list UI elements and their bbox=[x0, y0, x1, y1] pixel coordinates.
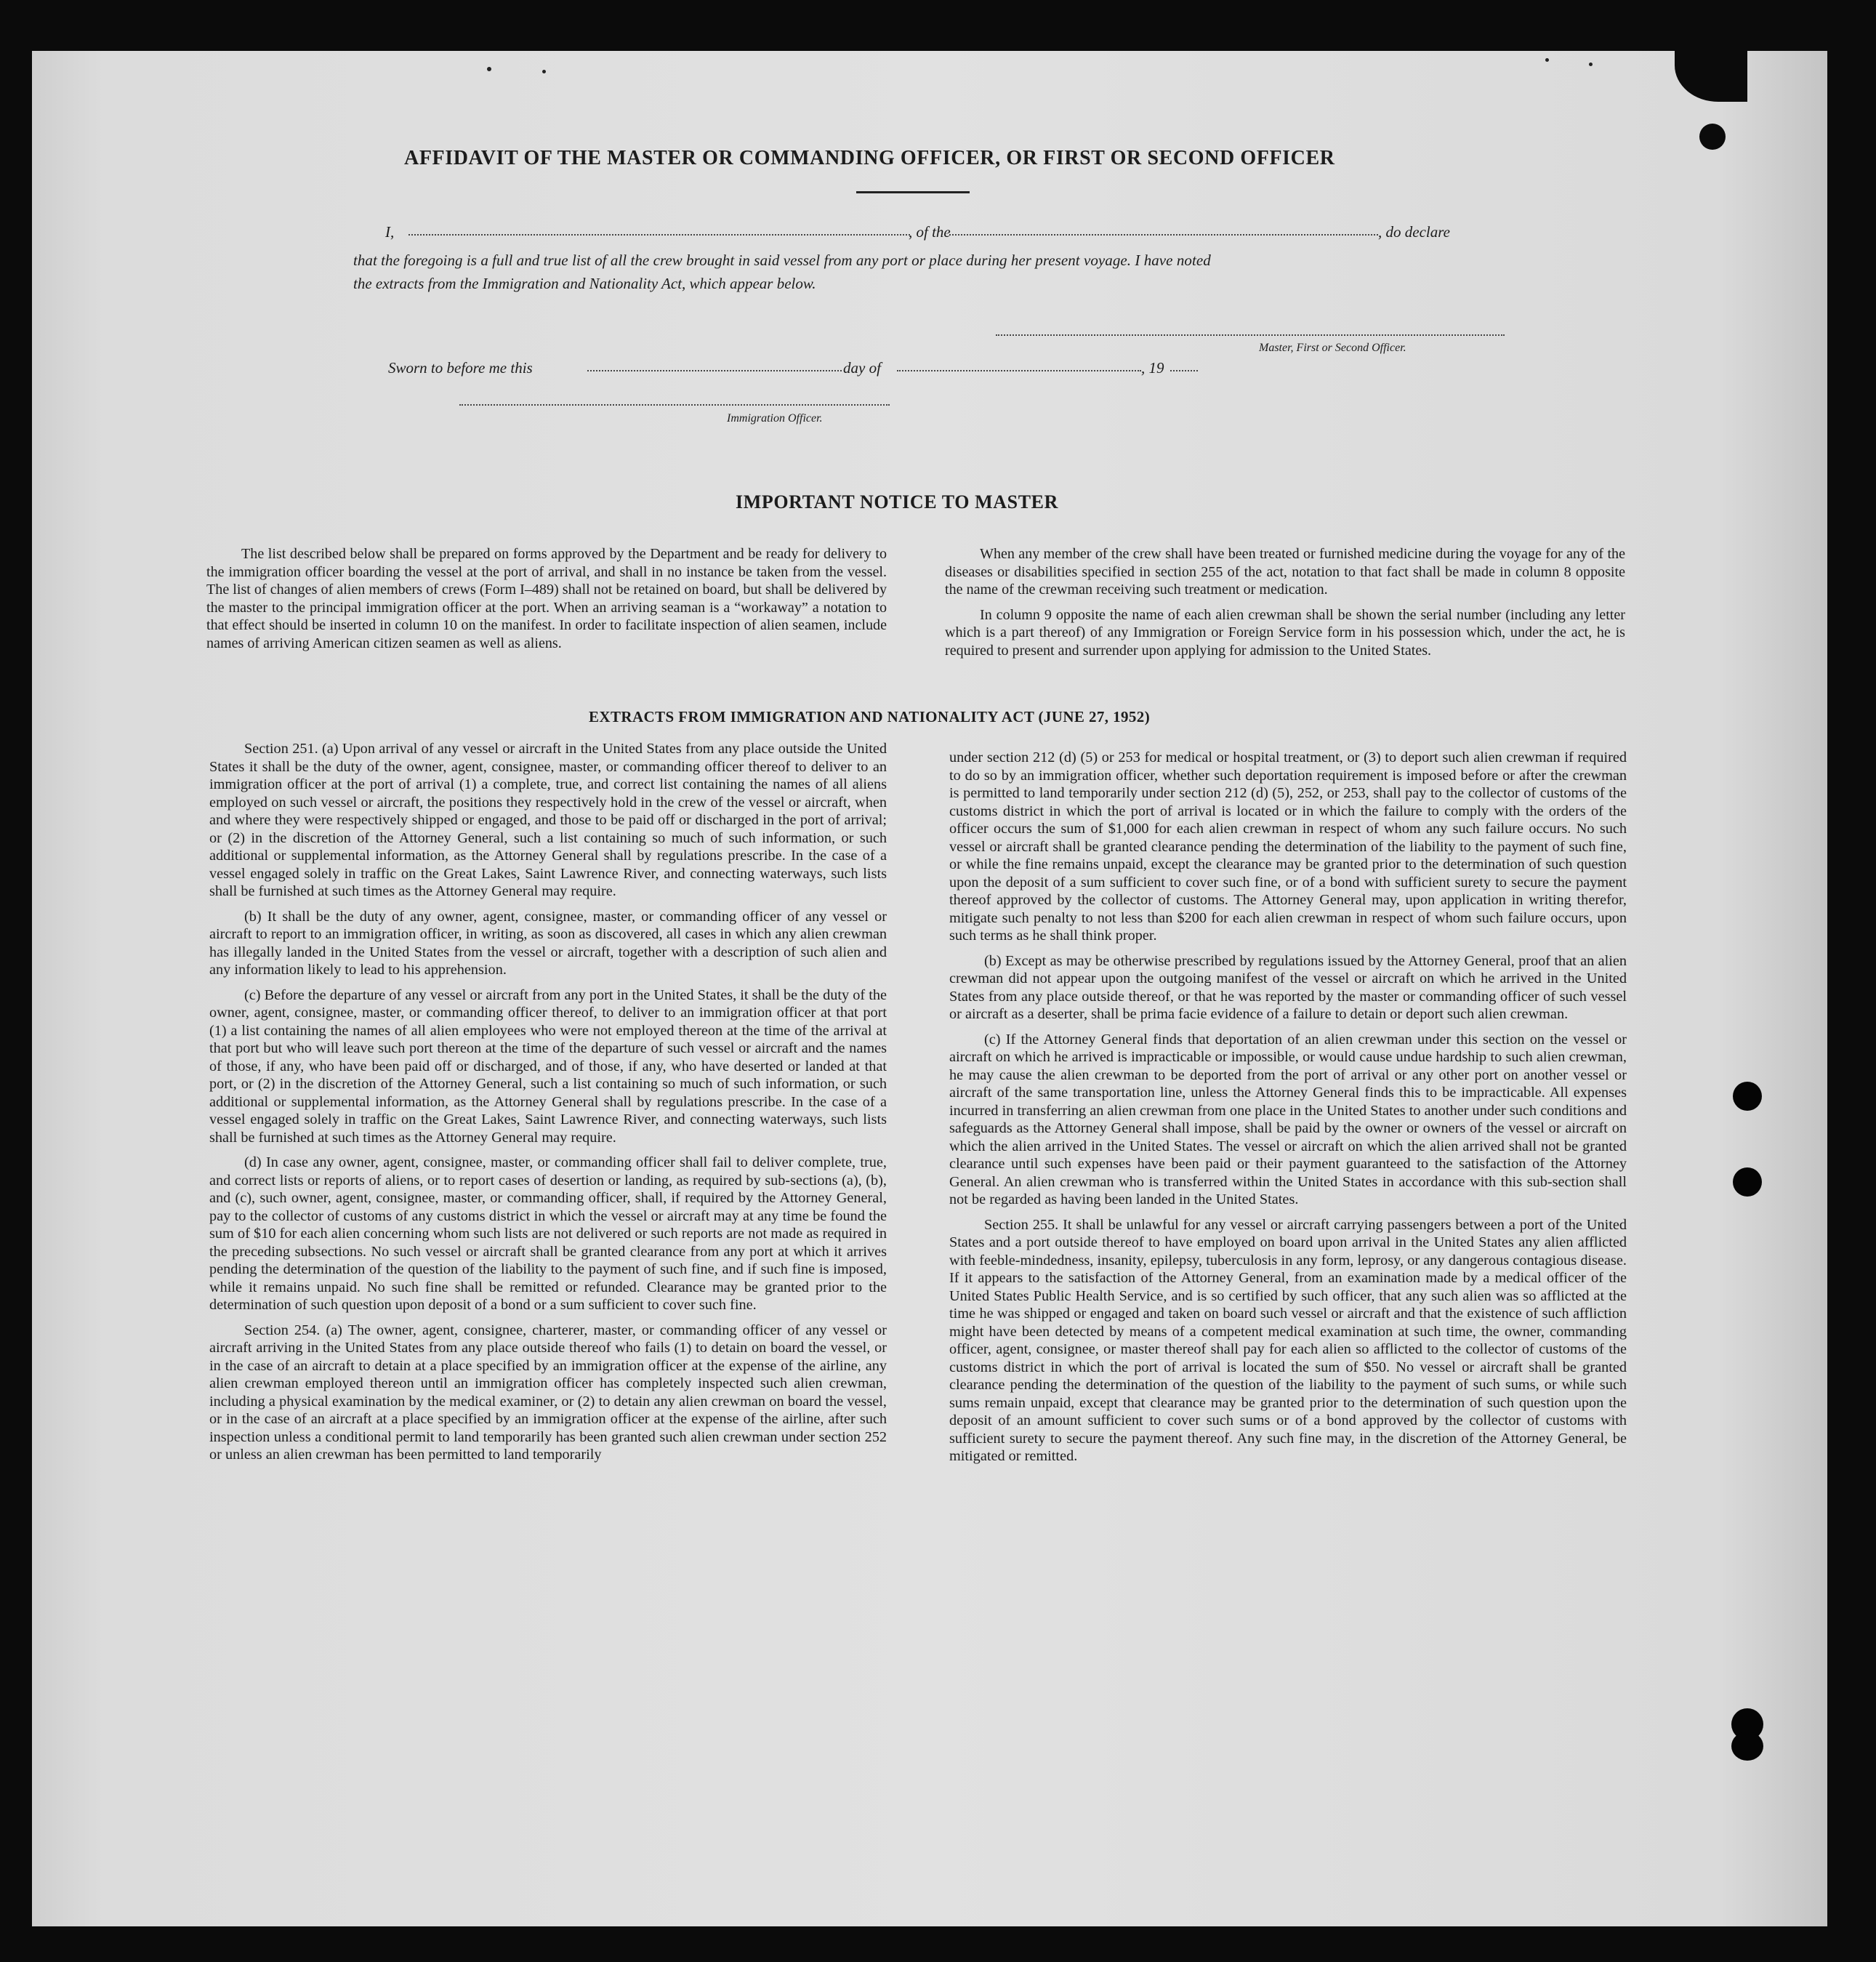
notice-left-paragraph: The list described below shall be prepared on forms approved by the Department and be ready for delivery to the immigration officer boarding the vessel at the port of arrival, and shall in no instance be taken from the vessel. The list of changes of alien members of crews (Form I–489) shall not be retained on board, but shall be delivered by the master to the principal immigration officer at the port. When an arriving seaman is a “workaway” a notation to that effect should be inserted in column 10 on the manifest. In order to facilitate inspection of alien seamen, include names of arriving American citizen seamen as well as aliens. bbox=[206, 546, 887, 651]
vessel-name-field[interactable] bbox=[949, 231, 1378, 236]
officer-signature-field[interactable] bbox=[459, 401, 890, 406]
section-254-a-continued: under section 212 (d) (5) or 253 for medical or hospital treatment, or (3) to deport such alien crewman if required to do so by an immigration officer, whether such deportation requirement is imposed before or after the crewman is permitted to land temporarily under section 212 (d) (5), 252, or 253, shall pay to the collector of customs of the customs district in which the port of arrival is located or in which the failure to comply with the orders of the officer occurs the sum of $1,000 for each alien crewman in respect of whom any such failure occurs. No such vessel or aircraft shall be granted clearance pending the determination of the liability to the payment of such fine, or while the fine remains unpaid, except the clearance may be granted prior to the determination of such question upon the deposit of a sum sufficient to cover such fine, or of a bond with sufficient surety to secure the payment thereof approved by the collector of customs. The Attorney General may, upon application in writing therefor, mitigate such penalty to not less than $200 for each alien crewman in respect of whom such failure occurs, upon such terms as he shall think proper. bbox=[949, 749, 1627, 944]
section-255: Section 255. It shall be unlawful for any vessel or aircraft carrying passengers between a port of the United States and a port outside thereof to have employed on board upon arrival in the United States any alien afflicted with feeble-mindedness, insanity, epilepsy, tuberculosis in any form, leprosy, or any dangerous contagious disease. If it appears to the satisfaction of the Attorney General, from an examination made by a medical officer of the United States Public Health Service, and is so certified by such officer, that any such alien was so afflicted at the time he was shipped or engaged and taken on board such vessel or aircraft and that the existence of such affliction might have been detected by means of a competent medical examination at such time, the owner, commanding officer, agent, consignee, or master thereof shall pay for each alien so afflicted to the collector of customs of the customs district in which the port of arrival is located the sum of $50. No vessel or aircraft shall be granted clearance pending the determination of the question of the liability to the payment of such sums, or while such sums remain unpaid, except that clearance may be granted prior to the determination of such question upon the deposit of an amount sufficient to cover such sums or of a bond approved by the collector of customs with sufficient surety to secure the payment thereof. Any such fine may, in the discretion of the Attorney General, be mitigated or remitted. bbox=[949, 1216, 1627, 1464]
speck bbox=[487, 67, 491, 71]
day-of-label: day of bbox=[843, 359, 881, 377]
declaration-line-2: the extracts from the Immigration and Nationality Act, which appear below. bbox=[353, 275, 816, 292]
declarant-name-field[interactable] bbox=[408, 231, 910, 236]
notice-right-column bbox=[945, 545, 1625, 659]
extracts-right-column bbox=[949, 749, 1627, 1466]
section-254-a: Section 254. (a) The owner, agent, consignee, charterer, master, or commanding officer of any vessel or aircraft arriving in the United States from any place outside thereof who fails (1) to detain on board the vessel, or in the case of an aircraft to detain at a place specified by an immigration officer at the expense of the airline, any alien crewman employed thereon until an immigration officer has completely inspected such alien crewman, including a physical examination by the medical examiner, or (2) to detain any alien crewman on board the vessel, or in the case of an aircraft at a place specified by an immigration officer at the expense of the airline, after such inspection unless a conditional permit to land temporarily has been granted such alien crewman under section 252 or unless an alien crewman has been permitted to land temporarily bbox=[209, 1322, 887, 1463]
extracts-left-column bbox=[209, 740, 887, 1464]
of-the-label: , of the bbox=[909, 223, 951, 241]
affidavit-title: AFFIDAVIT OF THE MASTER OR COMMANDING OFFICER, OR FIRST OR SECOND OFFICER bbox=[404, 147, 1335, 169]
torn-corner-fleck bbox=[1699, 124, 1726, 150]
master-signature-field[interactable] bbox=[996, 331, 1505, 336]
officer-caption: Immigration Officer. bbox=[727, 412, 823, 425]
notice-right-paragraph-2: In column 9 opposite the name of each alien crewman shall be shown the serial number (including any letter which is a part thereof) of any Immigration or Foreign Service form in his possession which, under the act, he is required to present and surrender upon applying for admission to the United States. bbox=[945, 606, 1625, 659]
notice-right-paragraph-1: When any member of the crew shall have been treated or furnished medicine during the voyage for any of the diseases or disabilities specified in section 255 of the act, notation to that fact shall be made in column 8 opposite the name of the crewman receiving such treatment or medication. bbox=[945, 546, 1625, 598]
sworn-day-field[interactable] bbox=[587, 367, 842, 371]
declarant-label: I, bbox=[385, 223, 395, 241]
master-caption: Master, First or Second Officer. bbox=[1259, 342, 1406, 354]
sworn-label: Sworn to before me this bbox=[388, 359, 533, 377]
sworn-month-field[interactable] bbox=[897, 367, 1141, 371]
section-251-c: (c) Before the departure of any vessel or aircraft from any port in the United States, it shall be the duty of the owner, agent, consignee, master, or commanding officer thereof, to deliver to an immigration officer at that port (1) a list containing the names of all alien employees who were not employed thereon at the time of the arrival at that port but who will leave such port thereon at the time of the departure of such vessel or aircraft and the names of those, if any, who have been paid off or discharged, and of those, if any, who have deserted or landed at that port, or (2) in the discretion of the Attorney General, such a list containing so much of such information, or such additional or supplemental information, as the Attorney General shall by regulations prescribe. In the case of a vessel engaged solely in traffic on the Great Lakes, Saint Lawrence River, and connecting waterways, such lists shall be furnished at such times as the Attorney General may require. bbox=[209, 986, 887, 1146]
punch-hole-2 bbox=[1733, 1167, 1762, 1197]
year-prefix-label: , 19 bbox=[1141, 359, 1164, 377]
section-251-a: Section 251. (a) Upon arrival of any vessel or aircraft in the United States from any place outside the United States it shall be the duty of the owner, agent, consignee, master, or commanding officer thereof to deliver to an immigration officer at the port of arrival (1) a complete, true, and correct list containing the names of all aliens employed on such vessel or aircraft, the positions they respectively hold in the crew of the vessel or aircraft, when and where they were respectively shipped or engaged, and those to be paid off or discharged in the port of arrival; or (2) in the discretion of the Attorney General, such a list containing so much of such information, or such additional or supplemental information, as the Attorney General shall by regulations prescribe. In the case of a vessel engaged solely in traffic on the Great Lakes, Saint Lawrence River, and connecting waterways, such lists shall be furnished at such times as the Attorney General may require. bbox=[209, 741, 887, 899]
notice-title: IMPORTANT NOTICE TO MASTER bbox=[736, 491, 1059, 512]
sworn-year-field[interactable] bbox=[1170, 367, 1198, 371]
speck bbox=[1545, 58, 1549, 62]
section-251-b: (b) It shall be the duty of any owner, agent, consignee, master, or commanding officer of any vessel or aircraft to report to an immigration officer, in writing, as soon as discovered, all cases in which any alien crewman has illegally landed in the United States from the vessel or aircraft, together with a description of such alien and any information likely to lead to his apprehension. bbox=[209, 908, 887, 978]
notice-left-column bbox=[206, 545, 887, 652]
form-page bbox=[32, 51, 1827, 1926]
extracts-title: EXTRACTS FROM IMMIGRATION AND NATIONALITY ACT (JUNE 27, 1952) bbox=[589, 708, 1151, 725]
punch-hole-4 bbox=[1731, 1732, 1763, 1761]
speck bbox=[542, 70, 546, 73]
speck bbox=[1589, 63, 1593, 66]
do-declare-label: , do declare bbox=[1378, 223, 1450, 241]
section-254-c: (c) If the Attorney General finds that deportation of an alien crewman under this section on the vessel or aircraft on which he arrived is impracticable or impossible, or would cause undue hardship to such alien crewman, he may cause the alien crewman to be deported from the port of arrival or any other port on another vessel or aircraft of the same transportation line, unless the Attorney General finds this to be impracticable. All expenses incurred in transferring an alien crewman from one place in the United States to another under such conditions and safeguards as the Attorney General shall impose, shall be paid by the owner or owners of the vessel or aircraft on which the alien arrived in the United States. The vessel or aircraft on which the alien arrived shall not be granted clearance until such expenses have been paid or their payment guaranteed to the satisfaction of the Attorney General. An alien crewman who is transferred within the United States in accordance with this sub-section shall not be regarded as having been landed in the United States. bbox=[949, 1031, 1627, 1207]
section-251-d: (d) In case any owner, agent, consignee, master, or commanding officer shall fail to deliver complete, true, and correct lists or reports of aliens, or to report cases of desertion or landing, as required by sub-sections (a), (b), and (c), such owner, agent, consignee, master, or commanding officer, shall, if required by the Attorney General, pay to the collector of customs of any customs district in which the vessel or aircraft may at any time be found the sum of $10 for each alien concerning whom such lists are not delivered or such reports are not made as required in the preceding subsections. No such vessel or aircraft shall be granted clearance from any port at which it arrives pending the determination of the question of the liability to the payment of such fine, and if such fine is imposed, while it remains unpaid. No such fine shall be remitted or refunded. Clearance may be granted prior to the determination of such question upon deposit of a bond or a sum sufficient to cover such fine. bbox=[209, 1154, 887, 1313]
section-254-b: (b) Except as may be otherwise prescribed by regulations issued by the Attorney General, proof that an alien crewman did not appear upon the outgoing manifest of the vessel or aircraft on which he arrived in the United States from any place outside thereof, or that he was reported by the master or commanding officer of such vessel or aircraft as a deserter, shall be prima facie evidence of a failure to detain or deport such alien crewman. bbox=[949, 952, 1627, 1022]
declaration-line-1: that the foregoing is a full and true list of all the crew brought in said vessel from any port or place during her present voyage. I have noted bbox=[353, 252, 1211, 269]
punch-hole-1 bbox=[1733, 1082, 1762, 1111]
title-rule bbox=[856, 191, 970, 193]
